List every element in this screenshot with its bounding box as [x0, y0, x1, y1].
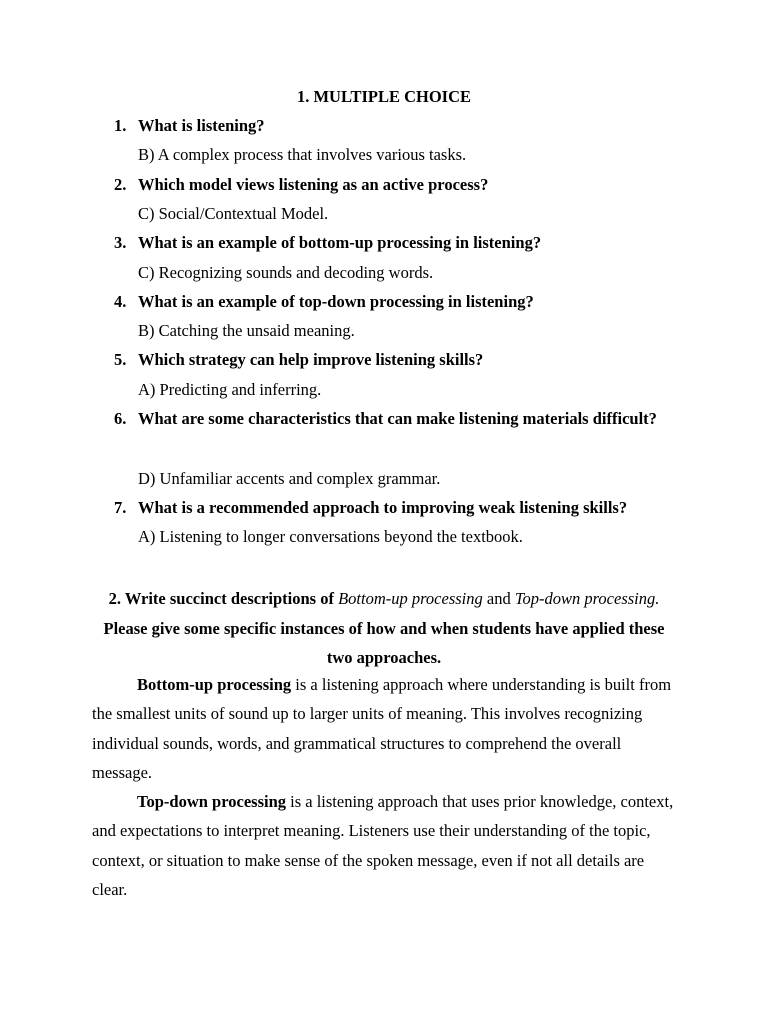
heading-term-bottom-up: Bottom-up processing — [338, 589, 483, 608]
question-number: 2. — [114, 175, 127, 194]
question-number: 3. — [114, 233, 127, 252]
question-number: 6. — [114, 409, 127, 428]
question-text: Which model views listening as an active process? — [138, 175, 489, 194]
section1-title: 1. MULTIPLE CHOICE — [296, 87, 472, 106]
paragraph-bottom-up — [92, 670, 682, 787]
heading-suffix: Please give some specific instances of how and when students have applied these two approaches. — [103, 618, 665, 667]
answer-7: A) Listening to longer conversations beyond the textbook. — [138, 527, 523, 546]
answer-2: C) Social/Contextual Model. — [138, 204, 329, 223]
section2-heading — [92, 584, 676, 673]
question-number: 5. — [114, 350, 127, 369]
question-number: 1. — [114, 116, 127, 135]
paragraph-term: Bottom-up processing — [137, 675, 292, 694]
question-text: What is a recommended approach to improving weak listening skills? — [138, 498, 628, 517]
question-text: What are some characteristics that can make listening materials difficult? — [138, 409, 657, 428]
question-number: 4. — [114, 292, 127, 311]
question-text: What is listening? — [138, 116, 265, 135]
heading-prefix: 2. Write succinct descriptions of — [108, 589, 334, 608]
question-text: What is an example of top-down processing in listening? — [138, 292, 534, 311]
paragraph-term: Top-down processing — [137, 792, 287, 811]
paragraph-top-down — [92, 787, 682, 904]
answer-3: C) Recognizing sounds and decoding words. — [138, 263, 434, 282]
question-number: 7. — [114, 498, 127, 517]
answer-1: B) A complex process that involves various tasks. — [138, 145, 467, 164]
paragraph-text: is a listening approach that uses prior knowledge, context, and expectations to interpret meaning. Listeners use their understanding of the topic, context, or situation to make sense of the spoken message, even if not all details are clear. — [92, 792, 674, 899]
question-text: What is an example of bottom-up processing in listening? — [138, 233, 542, 252]
heading-term-top-down: Top-down processing. — [514, 589, 660, 608]
answer-4: B) Catching the unsaid meaning. — [138, 321, 355, 340]
answer-5: A) Predicting and inferring. — [138, 380, 322, 399]
question-text: Which strategy can help improve listening skills? — [138, 350, 484, 369]
heading-and: and — [486, 589, 511, 608]
answer-6: D) Unfamiliar accents and complex grammar. — [138, 469, 441, 488]
paragraph-text: is a listening approach where understanding is built from the smallest units of sound up to larger units of meaning. This involves recognizing individual sounds, words, and grammatical structures to comprehend the overall message. — [92, 675, 672, 782]
